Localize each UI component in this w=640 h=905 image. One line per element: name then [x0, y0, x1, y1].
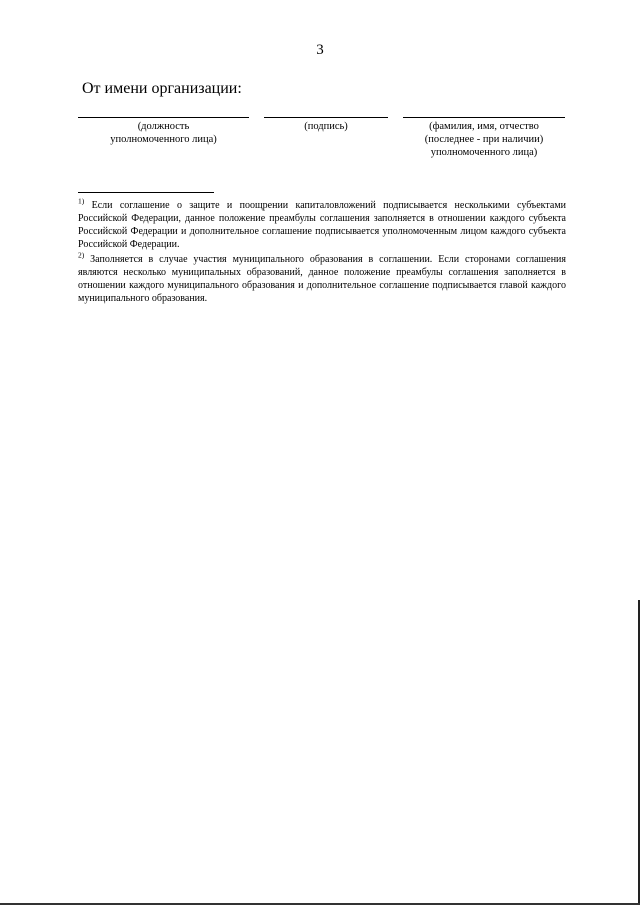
footnote-2-text: Заполняется в случае участия муниципального образования в соглашении. Если сторонами соглашения являются несколько муниципальных образований, данное положение преамбулы соглашения заполняется в отношении каждого муниципального образования и дополнительное соглашение подписывается главой каждого муниципального образования. [78, 254, 566, 304]
position-caption-line-2: уполномоченного лица) [110, 134, 217, 145]
footnote-1-marker: 1) [78, 196, 85, 206]
page-number: 3 [316, 42, 324, 58]
signature-caption [264, 120, 388, 133]
name-line [403, 117, 565, 118]
footnote-2 [78, 250, 566, 305]
name-caption [403, 120, 565, 159]
position-line [78, 117, 249, 118]
footnote-1 [78, 196, 566, 251]
name-caption-line-1: (фамилия, имя, отчество [429, 121, 539, 132]
signature-line [264, 117, 388, 118]
footnote-separator [78, 192, 214, 193]
organization-label: От имени организации: [82, 80, 242, 97]
position-caption [78, 120, 249, 146]
footnote-1-text: Если соглашение о защите и поощрении капиталовложений подписывается несколькими субъектами Российской Федерации, данное положение преамбулы соглашения заполняется в отношении каждого субъекта Российской Федерации и дополнительное соглашение подписывается уполномоченным лицом каждого субъекта Российской Федерации. [78, 200, 566, 250]
name-caption-line-3: уполномоченного лица) [430, 147, 538, 158]
footnote-2-marker: 2) [78, 250, 85, 260]
position-caption-line-1: (должность [137, 121, 190, 132]
name-caption-line-2: (последнее - при наличии) [424, 134, 544, 145]
signature-caption-text: (подпись) [304, 121, 348, 132]
